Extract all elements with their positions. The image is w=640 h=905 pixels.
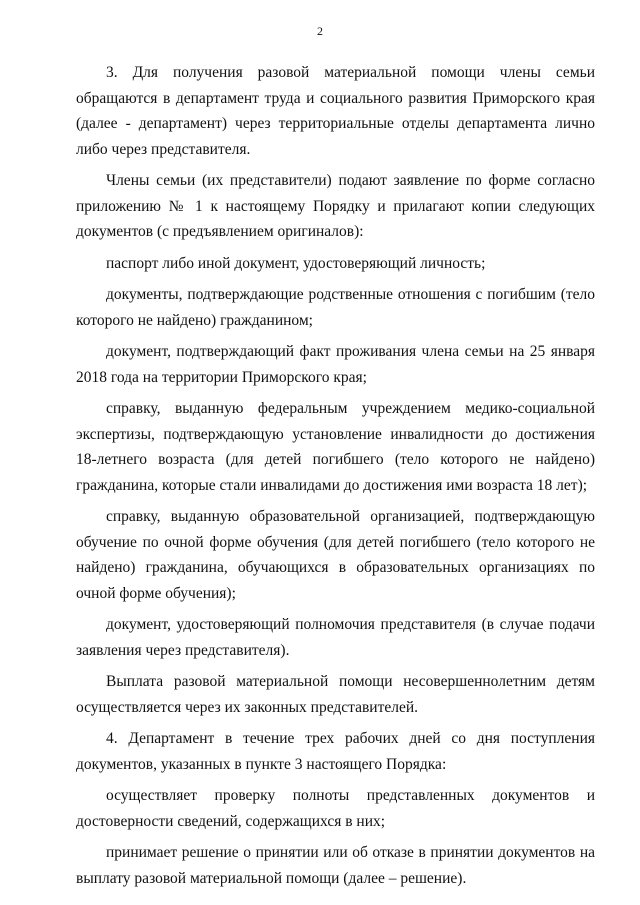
document-body [76, 60, 595, 897]
list-item-disability-certificate: справку, выданную федеральным учреждением медико-социальной экспертизы, подтверждающую установление инвалидности до достижения 18-летнего возраста (для детей погибшего (тело которого не найдено) гражданина, которые стали инвалидами до достижения ими возраста 18 лет); [76, 400, 595, 494]
list-item-residence-document: документ, подтверждающий факт проживания члена семьи на 25 января 2018 года на территории Приморского края; [76, 343, 595, 386]
paragraph-item-4: 4. Департамент в течение трех рабочих дней со дня поступления документов, указанных в пункте 3 настоящего Порядка: [76, 730, 595, 773]
list-item-decision: принимает решение о принятии или об отказе в принятии документов на выплату разовой материальной помощи (далее – решение). [76, 844, 595, 887]
list-item-passport: паспорт либо иной документ, удостоверяющий личность; [106, 254, 486, 272]
list-item-kinship-documents: документы, подтверждающие родственные отношения с погибшим (тело которого не найдено) гражданином; [76, 286, 595, 329]
paragraph-minors-payment: Выплата разовой материальной помощи несовершеннолетним детям осуществляется через их законных представителей. [76, 673, 595, 716]
list-item-education-certificate: справку, выданную образовательной организацией, подтверждающую обучение по очной форме обучения (для детей погибшего (тело которого не найдено) гражданина, обучающихся в образовательных организациях по очной форме обучения); [76, 508, 595, 602]
list-item-representative-authority: документ, удостоверяющий полномочия представителя (в случае подачи заявления через представителя). [76, 616, 595, 659]
page-number: 2 [317, 24, 323, 38]
list-item-verification: осуществляет проверку полноты представленных документов и достоверности сведений, содержащихся в них; [76, 787, 595, 830]
paragraph-applicants-submit: Члены семьи (их представители) подают заявление по форме согласно приложению № 1 к настоящему Порядку и прилагают копии следующих документов (с предъявлением оригиналов): [76, 172, 595, 240]
paragraph-item-3: 3. Для получения разовой материальной помощи члены семьи обращаются в департамент труда и социального развития Приморского края (далее - департамент) через территориальные отделы департамента лично либо через представителя. [76, 64, 595, 158]
